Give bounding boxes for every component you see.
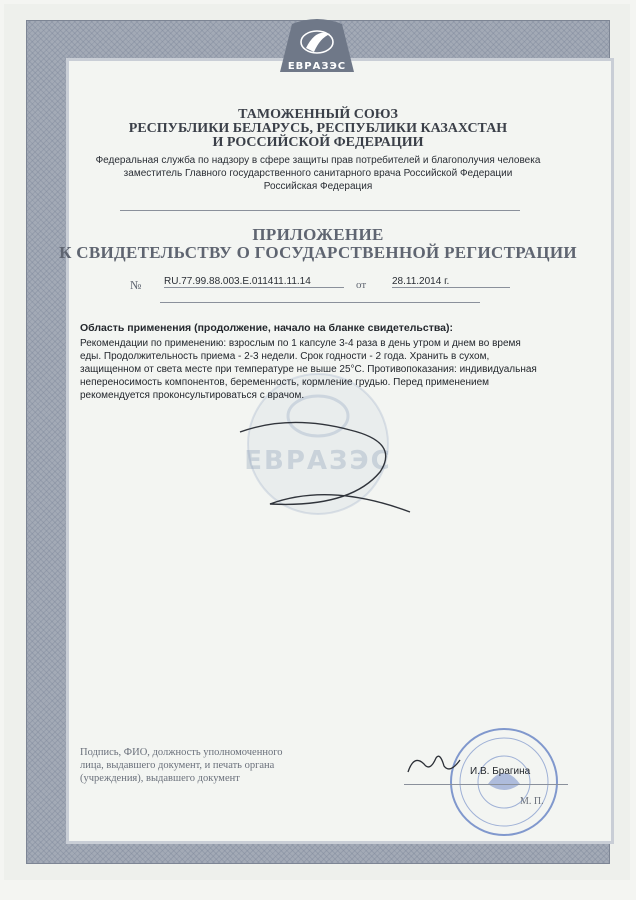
scope-line: защищенном от света месте при температуре не выше 25°С. Противопоказания: индивидуальная <box>80 364 537 375</box>
signature-label-line: Подпись, ФИО, должность уполномоченного <box>80 747 283 758</box>
signature-label-line: лица, выдавшего документ, и печать органа <box>80 760 275 771</box>
registration-caption-line <box>160 302 480 304</box>
signature-label-line: (учреждения), выдавшего документ <box>80 773 240 784</box>
scope-line: Рекомендации по применению: взрослым по 1 капсуле 3-4 раза в день утром и днем во время <box>80 338 521 349</box>
scope-section <box>80 322 568 402</box>
stamp-seal-icon <box>448 726 560 838</box>
stamp-place-label: М. П. <box>520 796 544 807</box>
official-stamp <box>448 726 560 838</box>
service-header <box>42 154 594 193</box>
scope-title: Область применения (продолжение, начало на бланке свидетельства): <box>80 322 453 334</box>
document-title <box>42 226 594 262</box>
header-line: И РОССИЙСКОЙ ФЕДЕРАЦИИ <box>212 135 424 150</box>
title-line-2: К СВИДЕТЕЛЬСТВУ О ГОСУДАРСТВЕННОЙ РЕГИСТРАЦИИ <box>59 243 577 262</box>
scope-line: еды. Продолжительность приема - 2-3 недели. Срок годности - 2 года. Хранить в сухом, <box>80 351 490 362</box>
signature-label <box>80 746 372 785</box>
registration-number: RU.77.99.88.003.E.011411.11.14 <box>164 276 344 288</box>
date-label: от <box>356 279 367 291</box>
handwritten-signature <box>404 750 464 778</box>
signer-name: И.В. Брагина <box>470 766 531 777</box>
scope-line: рекомендуется проконсультироваться с врачом. <box>80 390 305 401</box>
authority-underline <box>120 210 520 211</box>
eurasec-logo <box>274 18 360 72</box>
service-line: Российская Федерация <box>263 181 373 192</box>
logo-text: ЕВРАЗЭС <box>287 61 347 72</box>
watermark-text: ЕВРАЗЭС <box>244 446 392 476</box>
number-label: № <box>130 278 142 292</box>
service-line: Федеральная служба по надзору в сфере защиты прав потребителей и благополучия человека <box>95 155 541 166</box>
scope-text <box>80 337 568 402</box>
registration-date: 28.11.2014 г. <box>392 276 510 288</box>
header-line: ТАМОЖЕННЫЙ СОЮЗ <box>238 107 398 122</box>
signer-underline <box>404 784 568 785</box>
customs-union-header <box>42 108 594 150</box>
large-signature-stroke <box>230 412 420 522</box>
registration-row <box>130 276 510 294</box>
service-line: заместитель Главного государственного санитарного врача Российской Федерации <box>123 168 513 179</box>
title-line-1: ПРИЛОЖЕНИЕ <box>252 225 384 244</box>
header-line: РЕСПУБЛИКИ БЕЛАРУСЬ, РЕСПУБЛИКИ КАЗАХСТАН <box>128 121 508 136</box>
scope-line: непереносимость компонентов, беременность, кормление грудью. Перед применением <box>80 377 490 388</box>
